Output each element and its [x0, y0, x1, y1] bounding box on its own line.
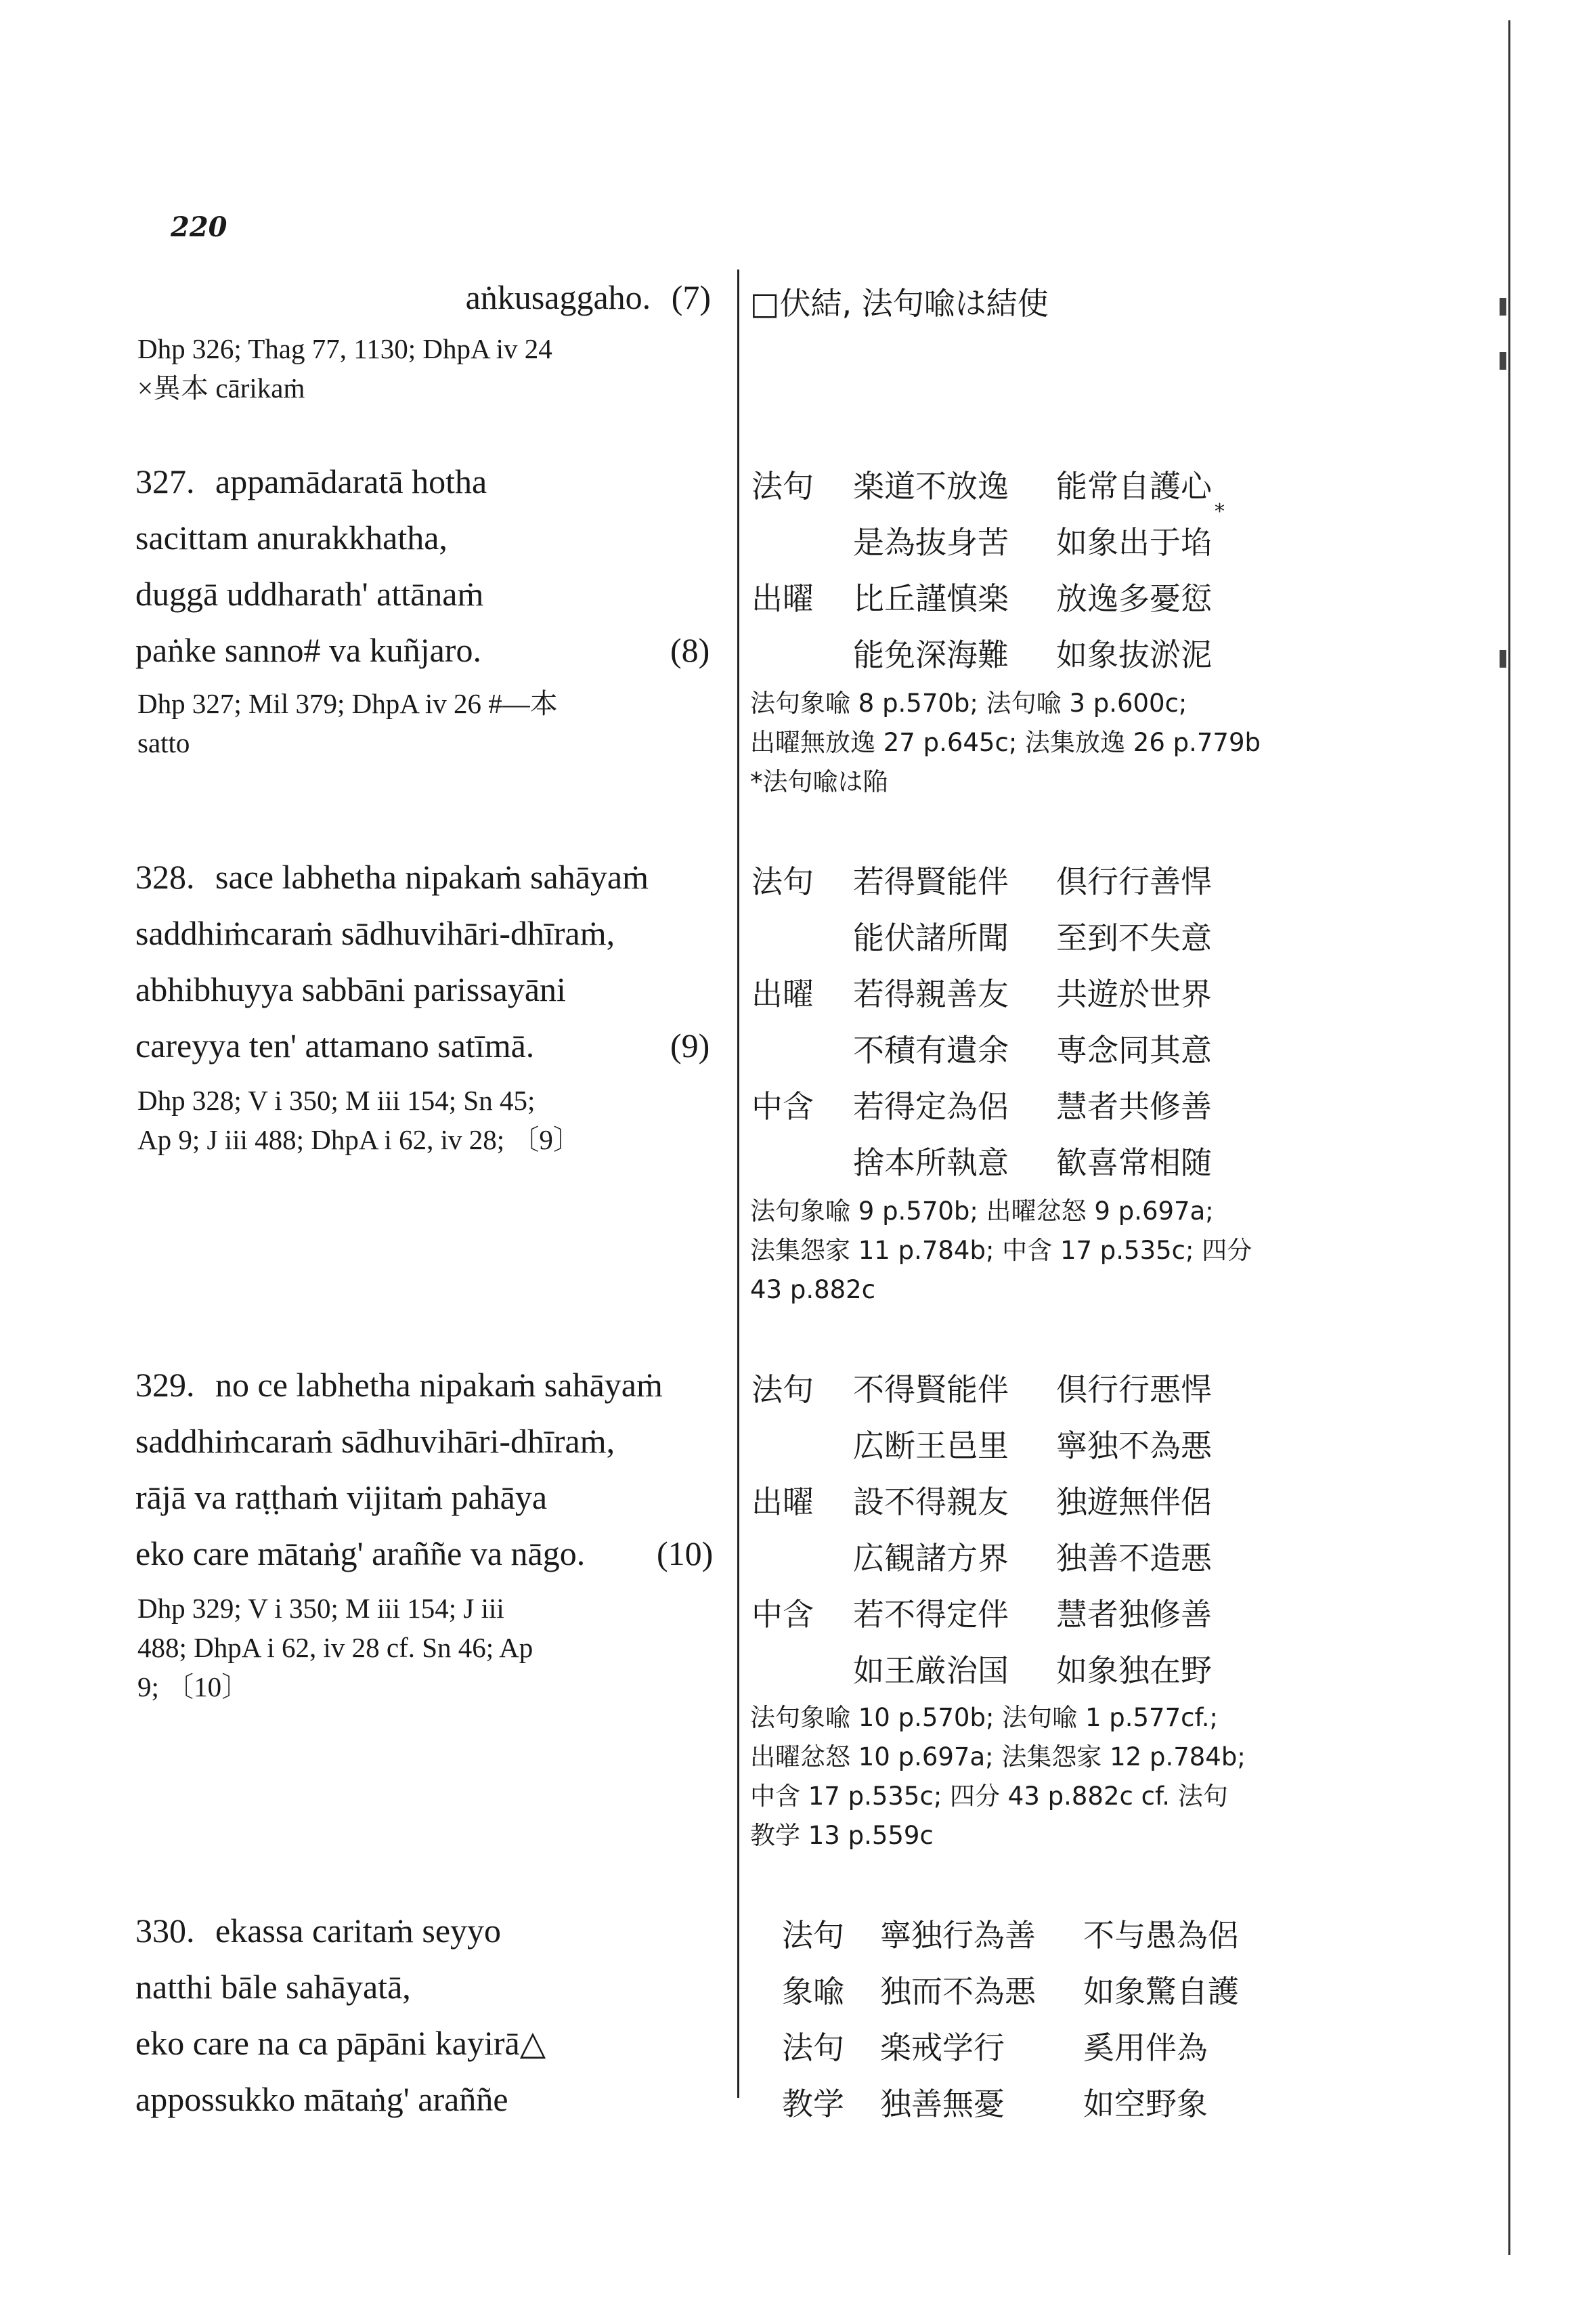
- chinese-reference: 出曜無放逸 27 p.645c; 法集放逸 26 p.779b: [750, 728, 1261, 757]
- verse-id: 327.: [135, 462, 195, 500]
- pali-line: abhibhuyya sabbāni parissayāni: [135, 970, 566, 1008]
- chinese-line: 法句 寧独行為善 不与愚為侶: [782, 1917, 1239, 1954]
- pali-line: careyya ten' attamano satīmā.: [135, 1027, 535, 1064]
- chinese-reference: 中含 17 p.535c; 四分 43 p.882c cf. 法句: [750, 1782, 1228, 1811]
- page-edge: [1508, 20, 1510, 2255]
- pali-line: 327. appamādaratā hotha: [135, 462, 487, 500]
- pali-line: rājā va raṭṭhaṁ vijitaṁ pahāya: [135, 1478, 548, 1516]
- verse-number: (7): [671, 278, 711, 316]
- pali-line: [135, 278, 711, 317]
- reference-line: 9; 〔10〕: [137, 1671, 250, 1702]
- chinese-line: 不積有遺余 専念同其意: [853, 1032, 1212, 1069]
- chinese-reference: 出曜忿怒 10 p.697a; 法集怨家 12 p.784b;: [750, 1742, 1246, 1771]
- pali-line: sacittam anurakkhatha,: [135, 519, 447, 557]
- pali-line: 330. ekassa caritaṁ seyyo: [135, 1912, 502, 1950]
- pali-line: eko care mātaṅg' araññe va nāgo.: [135, 1534, 586, 1572]
- pali-text: aṅkusaggaho.: [465, 278, 651, 316]
- verse-number: (8): [670, 631, 710, 669]
- reference-line: ×異本 cārikaṁ: [137, 372, 305, 404]
- verse-number: (10): [657, 1534, 714, 1572]
- chinese-line: 能免深海難 如象抜淤泥: [853, 637, 1212, 673]
- chinese-line: 法句 若得賢能伴 倶行行善悍: [751, 863, 1212, 900]
- chinese-line: 中含 若得定為侶 慧者共修善: [751, 1088, 1212, 1125]
- reference-line: 488; DhpA i 62, iv 28 cf. Sn 46; Ap: [137, 1632, 533, 1663]
- chinese-reference: 法集怨家 11 p.784b; 中含 17 p.535c; 四分: [750, 1236, 1252, 1265]
- verse-number: (9): [670, 1027, 710, 1064]
- asterisk-mark: *: [1215, 500, 1225, 523]
- edge-mark: [1500, 650, 1506, 668]
- pali-line: natthi bāle sahāyatā,: [135, 1968, 411, 2006]
- chinese-line: 捨本所執意 歓喜常相随: [853, 1144, 1212, 1181]
- column-divider: [737, 270, 739, 2098]
- verse-id: 329.: [135, 1366, 195, 1404]
- chinese-reference: 法句象喩 8 p.570b; 法句喩 3 p.600c;: [750, 689, 1187, 718]
- chinese-line: 広観諸方界 独善不造悪: [853, 1540, 1212, 1576]
- reference-line: Dhp 329; V i 350; M iii 154; J iii: [137, 1593, 504, 1624]
- pali-line: paṅke sanno# va kuñjaro.: [135, 631, 481, 669]
- pali-line: saddhiṁcaraṁ sādhuvihāri-dhīraṁ,: [135, 914, 615, 952]
- chinese-line: 中含 若不得定伴 慧者独修善: [751, 1596, 1212, 1633]
- chinese-reference: 教学 13 p.559c: [750, 1821, 934, 1850]
- pali-line: saddhiṁcaraṁ sādhuvihāri-dhīraṁ,: [135, 1422, 615, 1460]
- reference-line: satto: [137, 727, 190, 758]
- edge-mark: [1500, 352, 1506, 370]
- reference-line: Dhp 327; Mil 379; DhpA iv 26 #—本: [137, 688, 558, 719]
- chinese-reference: *法句喩は陥: [750, 767, 888, 796]
- reference-line: Dhp 326; Thag 77, 1130; DhpA iv 24: [137, 333, 552, 364]
- chinese-line: 法句 楽戒学行 奚用伴為: [782, 2029, 1208, 2066]
- chinese-reference: 法句象喩 9 p.570b; 出曜忿怒 9 p.697a;: [750, 1197, 1214, 1226]
- chinese-line: 法句 楽道不放逸 能常自護心: [751, 468, 1212, 504]
- chinese-line: 象喩 独而不為悪 如象驚自護: [782, 1973, 1239, 2010]
- chinese-line: 出曜 若得親善友 共遊於世界: [751, 976, 1212, 1012]
- reference-line: Ap 9; J iii 488; DhpA i 62, iv 28; 〔9〕: [137, 1124, 581, 1155]
- chinese-line: 出曜 比丘謹慎楽 放逸多憂愆: [751, 580, 1212, 617]
- chinese-reference: 法句象喩 10 p.570b; 法句喩 1 p.577cf.;: [750, 1703, 1219, 1732]
- edge-mark: [1500, 298, 1506, 316]
- reference-line: Dhp 328; V i 350; M iii 154; Sn 45;: [137, 1085, 536, 1116]
- chinese-note: □伏結, 法句喩は結使: [750, 285, 1049, 322]
- pali-line: 328. sace labhetha nipakaṁ sahāyaṁ: [135, 858, 649, 896]
- pali-line: duggā uddharath' attānaṁ: [135, 575, 484, 613]
- pali-line: 329. no ce labhetha nipakaṁ sahāyaṁ: [135, 1366, 663, 1404]
- chinese-line: 法句 不得賢能伴 倶行行悪悍: [751, 1371, 1212, 1408]
- chinese-reference: 43 p.882c: [750, 1275, 876, 1304]
- pali-line: eko care na ca pāpāni kayirā△: [135, 2024, 546, 2062]
- chinese-line: 能伏諸所聞 至到不失意: [853, 920, 1212, 956]
- chinese-line: 是為抜身苦 如象出于埳: [853, 524, 1212, 561]
- pali-line: appossukko mātaṅg' araññe: [135, 2080, 508, 2118]
- chinese-line: 出曜 設不得親友 独遊無伴侶: [751, 1484, 1212, 1520]
- chinese-line: 教学 独善無憂 如空野象: [782, 2086, 1208, 2122]
- verse-id: 330.: [135, 1912, 195, 1950]
- verse-id: 328.: [135, 858, 195, 896]
- chinese-line: 如王厳治国 如象独在野: [853, 1652, 1212, 1689]
- page-number: 220: [171, 211, 227, 243]
- chinese-line: 広断王邑里 寧独不為悪: [853, 1427, 1212, 1464]
